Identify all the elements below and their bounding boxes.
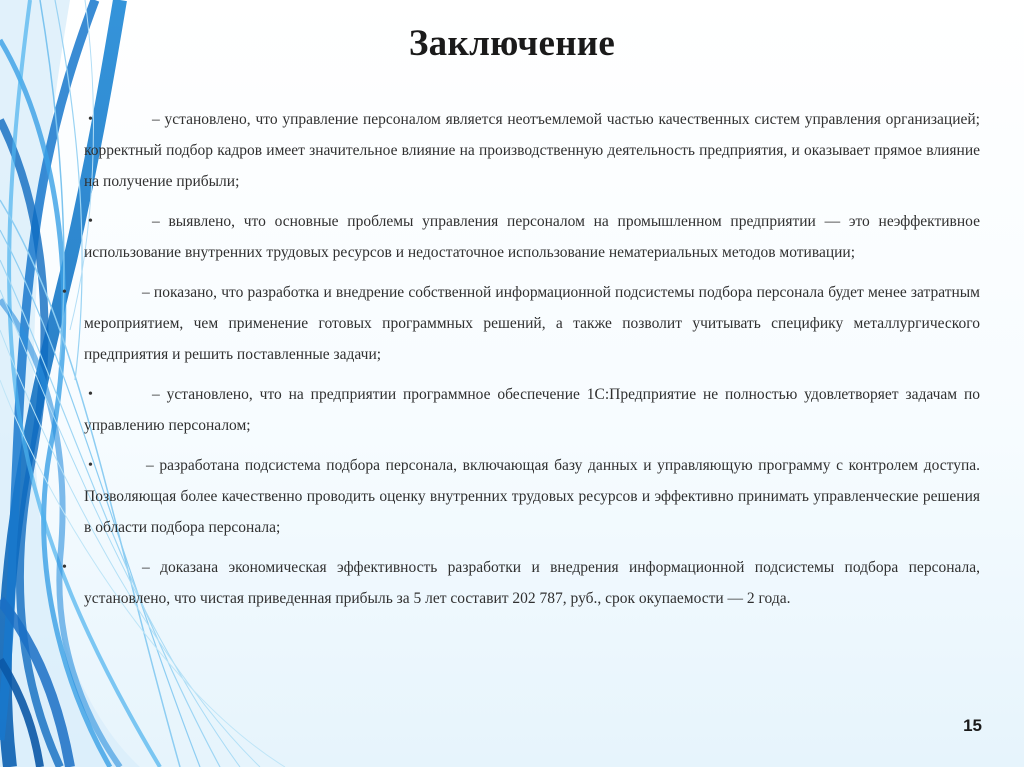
- page-number: 15: [963, 716, 982, 735]
- bullet-icon: •: [62, 560, 67, 575]
- list-item: [62, 277, 980, 370]
- bullet-icon: •: [62, 285, 67, 300]
- list-item: [84, 104, 980, 197]
- conclusion-list: [62, 104, 980, 614]
- list-item: [84, 379, 980, 441]
- list-item: [84, 450, 980, 543]
- list-item-text: – доказана экономическая эффективность разработки и внедрения информационной подсистемы подбора персонала, установлено, что чистая приведенная прибыль за 5 лет составит 202 787, руб., срок окупаемости — 2 года.: [84, 559, 980, 607]
- list-item: [84, 206, 980, 268]
- list-item-text: – установлено, что управление персоналом является неотъемлемой частью качественных систем управления организацией; корректный подбор кадров имеет значительное влияние на производственную деятельность предприятия, и оказывает прямое влияние на получение прибыли;: [84, 111, 980, 190]
- bullet-icon: •: [88, 387, 93, 402]
- bullet-icon: •: [88, 458, 93, 473]
- list-item: [62, 552, 980, 614]
- list-item-text: – разработана подсистема подбора персонала, включающая базу данных и управляющую программу с контролем доступа. Позволяющая более качественно проводить оценку внутренних трудовых ресурсов и эффективно принимать управленческие решения в области подбора персонала;: [84, 457, 980, 536]
- list-item-text: – показано, что разработка и внедрение собственной информационной подсистемы подбора персонала будет менее затратным мероприятием, чем применение готовых программных решений, а также позволит учитывать специфику металлургического предприятия и решить поставленные задачи;: [84, 284, 980, 363]
- list-item-text: – выявлено, что основные проблемы управления персоналом на промышленном предприятии — это неэффективное использование внутренних трудовых ресурсов и недостаточное использование нематериальных методов мотивации;: [84, 213, 980, 261]
- list-item-text: – установлено, что на предприятии программное обеспечение 1С:Предприятие не полностью удовлетворяет задачам по управлению персоналом;: [84, 386, 980, 434]
- bullet-icon: •: [88, 112, 93, 127]
- page-title: Заключение: [408, 23, 616, 64]
- bullet-icon: •: [88, 214, 93, 229]
